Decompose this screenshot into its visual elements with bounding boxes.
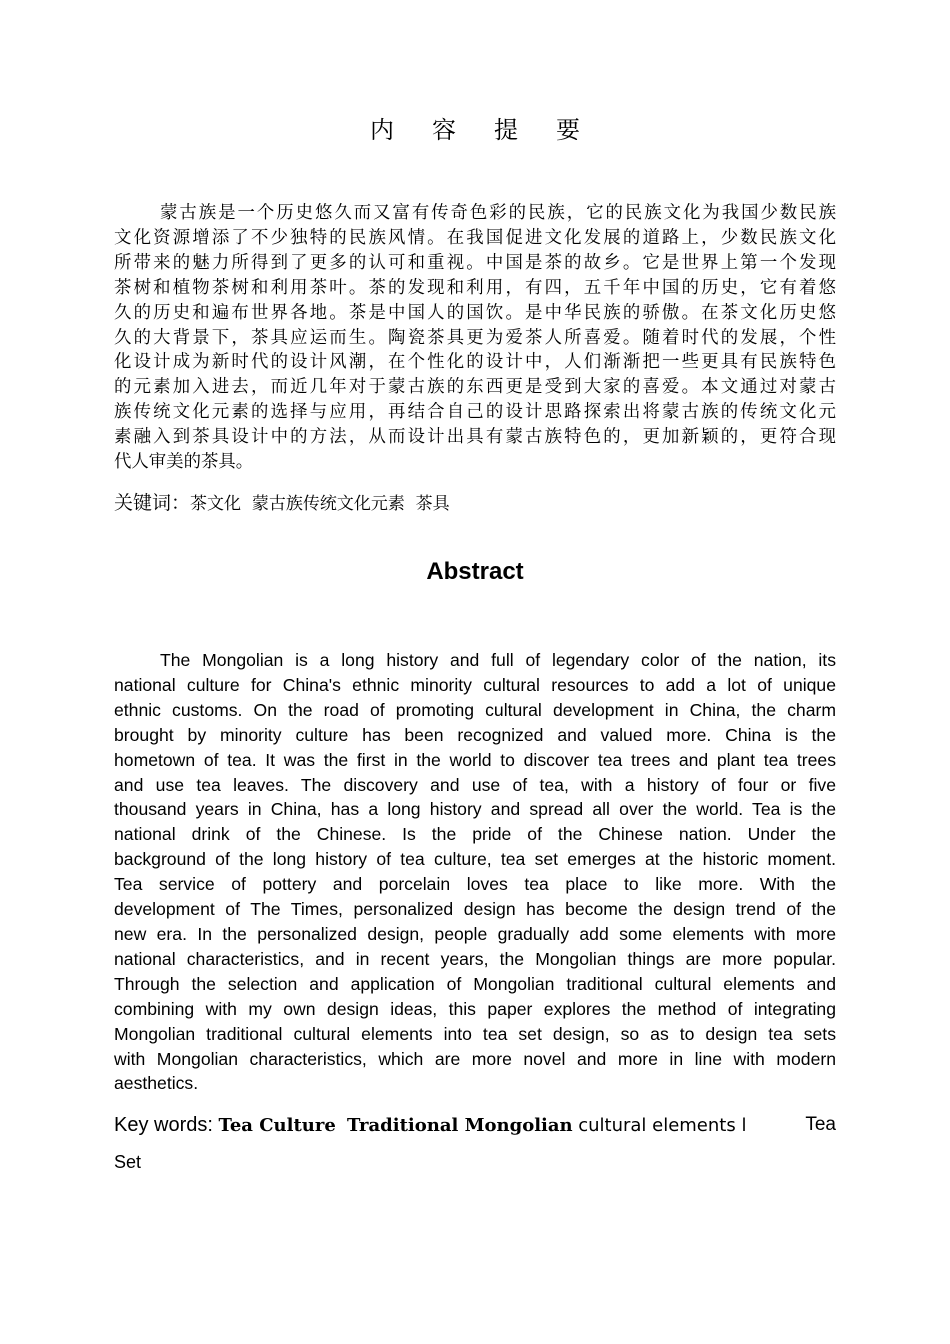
- english-keywords: [114, 1107, 836, 1180]
- chinese-keywords-label: 关键词：: [114, 492, 191, 514]
- keyword-tea: Tea: [805, 1114, 836, 1135]
- paragraph-line: 的元素加入进去，而近几年对于蒙古族的东西更是受到大家的喜爱。本文通过对蒙古: [114, 377, 836, 398]
- chinese-abstract: [114, 201, 836, 475]
- paragraph-line: thousand years in China, has a long history and spread all over the world. Tea is the: [114, 799, 836, 820]
- paragraph-line: aesthetics.: [114, 1073, 199, 1094]
- keyword-tea-culture: Tea Culture: [218, 1115, 336, 1136]
- paragraph-line: ethnic customs. On the road of promoting cultural development in China, the charm: [114, 699, 836, 720]
- paragraph-line: 蒙古族是一个历史悠久而又富有传奇色彩的民族，它的民族文化为我国少数民族: [160, 203, 836, 223]
- keyword-traditional-mongolian: Traditional Mongolian: [346, 1115, 573, 1136]
- keyword-cultural-elements: cultural elements l: [578, 1115, 747, 1136]
- paragraph-line: 所带来的魅力所得到了更多的认可和重视。中国是茶的故乡。它是世界上第一个发现: [114, 252, 836, 273]
- paragraph-line: Mongolian traditional cultural elements into tea set design, so as to design tea sets: [114, 1023, 836, 1044]
- paragraph-line: 代人审美的茶具。: [114, 452, 254, 473]
- paragraph-line: national culture for China's ethnic minority cultural resources to add a lot of unique: [114, 674, 836, 695]
- chinese-title: 内容提要: [370, 116, 618, 144]
- paragraph-line: 化设计成为新时代的设计风潮，在个性化的设计中，人们渐渐把一些更具有民族特色: [114, 352, 836, 373]
- paragraph-line: Tea service of pottery and porcelain loves tea place to like more. With the: [114, 874, 836, 895]
- paragraph-line: combining with my own design ideas, this paper explores the method of integrating: [114, 998, 836, 1019]
- paragraph-line: national characteristics, and in recent years, the Mongolian things are more popular.: [114, 948, 836, 969]
- paragraph-line: Through the selection and application of Mongolian traditional cultural elements and: [114, 973, 836, 994]
- paragraph-line: and use tea leaves. The discovery and use of tea, with a history of four or five: [114, 774, 836, 795]
- paragraph-line: 茶树和植物茶树和利用茶叶。茶的发现和利用，有四，五千年中国的历史，它有着悠: [114, 277, 836, 298]
- english-keywords-label: Key words:: [114, 1114, 213, 1136]
- paragraph-line: background of the long history of tea culture, tea set emerges at the historic moment.: [114, 849, 836, 870]
- english-abstract: [114, 648, 836, 1096]
- paragraph-line: 文化资源增添了不少独特的民族风情。在我国促进文化发展的道路上，少数民族文化: [114, 227, 836, 248]
- paragraph-line: brought by minority culture has been recognized and valued more. China is the: [114, 724, 836, 745]
- chinese-keywords-value: 茶文化 蒙古族传统文化元素 茶具: [190, 494, 450, 514]
- paragraph-line: development of The Times, personalized design has become the design trend of the: [114, 899, 836, 920]
- paragraph-line: new era. In the personalized design, people gradually add some elements with more: [114, 923, 836, 944]
- keyword-set: Set: [114, 1152, 142, 1172]
- chinese-keywords: [114, 488, 450, 515]
- paragraph-line: hometown of tea. It was the first in the world to discover tea trees and plant tea trees: [114, 749, 836, 770]
- paragraph-line: 素融入到茶具设计中的方法，从而设计出具有蒙古族特色的，更加新颖的，更符合现: [114, 427, 836, 448]
- paragraph-line: with Mongolian characteristics, which are more novel and more in line with modern: [114, 1048, 836, 1069]
- paragraph-line: 久的历史和遍布世界各地。茶是中国人的国饮。是中华民族的骄傲。在茶文化历史悠: [114, 302, 836, 323]
- paragraph-line: The Mongolian is a long history and full of legendary color of the nation, its: [160, 650, 836, 670]
- paragraph-line: 久的大背景下，茶具应运而生。陶瓷茶具更为爱茶人所喜爱。随着时代的发展，个性: [114, 327, 836, 348]
- paragraph-line: national drink of the Chinese. Is the pride of the Chinese nation. Under the: [114, 824, 836, 845]
- paragraph-line: 族传统文化元素的选择与应用，再结合自己的设计思路探索出将蒙古族的传统文化元: [114, 402, 836, 423]
- abstract-title: Abstract: [426, 558, 524, 585]
